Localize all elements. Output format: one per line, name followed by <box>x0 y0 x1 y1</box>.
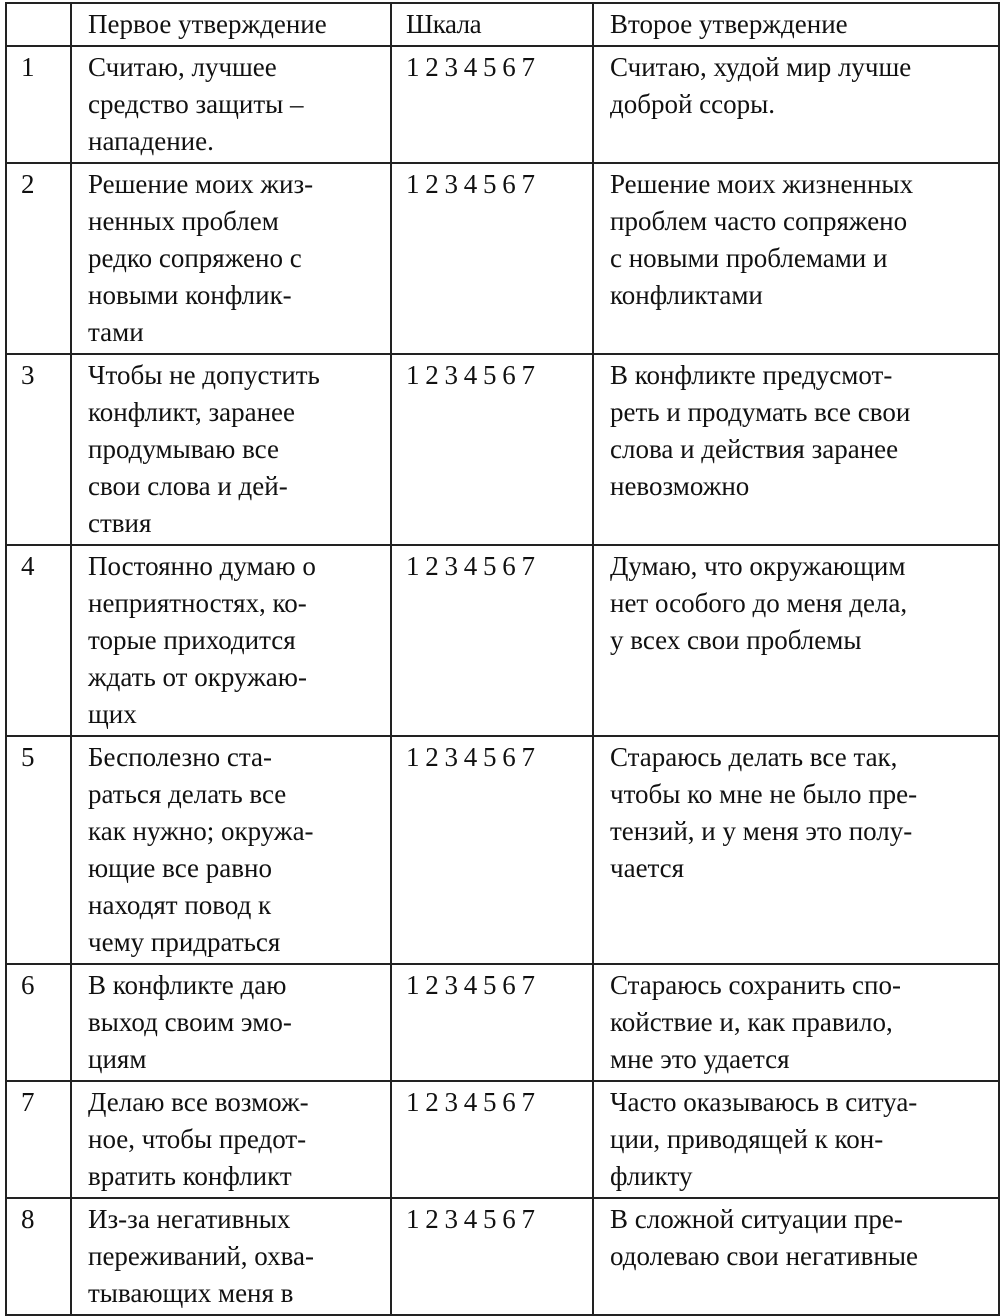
row-num: 4 <box>6 545 71 736</box>
second-statement: В конфликте предусмот- реть и продумать все свои слова и действия заранее невозможно <box>593 354 999 545</box>
table-row <box>6 545 999 736</box>
row-num: 7 <box>6 1081 71 1198</box>
table-row <box>6 354 999 545</box>
scale: 1 2 3 4 5 6 7 <box>391 545 593 736</box>
scale: 1 2 3 4 5 6 7 <box>391 163 593 354</box>
second-statement: Стараюсь делать все так, чтобы ко мне не было пре- тензий, и у меня это полу- чается <box>593 736 999 964</box>
scale: 1 2 3 4 5 6 7 <box>391 354 593 545</box>
header-first-statement: Первое утверждение <box>71 3 391 46</box>
table-row <box>6 163 999 354</box>
scale: 1 2 3 4 5 6 7 <box>391 1081 593 1198</box>
row-num: 6 <box>6 964 71 1081</box>
table-row <box>6 1198 999 1315</box>
first-statement: Из-за негативных переживаний, охва- тывающих меня в <box>71 1198 391 1315</box>
row-num: 5 <box>6 736 71 964</box>
scale: 1 2 3 4 5 6 7 <box>391 1198 593 1315</box>
table-row <box>6 1081 999 1198</box>
first-statement: Постоянно думаю о неприятностях, ко- торые приходится ждать от окружаю- щих <box>71 545 391 736</box>
header-scale: Шкала <box>391 3 593 46</box>
first-statement: В конфликте даю выход своим эмо- циям <box>71 964 391 1081</box>
row-num: 1 <box>6 46 71 163</box>
first-statement: Считаю, лучшее средство защиты – нападение. <box>71 46 391 163</box>
second-statement: Считаю, худой мир лучше доброй ссоры. <box>593 46 999 163</box>
scale: 1 2 3 4 5 6 7 <box>391 46 593 163</box>
second-statement: Думаю, что окружающим нет особого до меня дела, у всех свои проблемы <box>593 545 999 736</box>
table-row <box>6 736 999 964</box>
second-statement: Часто оказываюсь в ситуа- ции, приводящей к кон- фликту <box>593 1081 999 1198</box>
questionnaire-table <box>5 2 1000 1316</box>
first-statement: Бесполезно ста- раться делать все как нужно; окружа- ющие все равно находят повод к чему придраться <box>71 736 391 964</box>
header-second-statement: Второе утверждение <box>593 3 999 46</box>
second-statement: Стараюсь сохранить спо- койствие и, как правило, мне это удается <box>593 964 999 1081</box>
first-statement: Чтобы не допустить конфликт, заранее продумываю все свои слова и дей- ствия <box>71 354 391 545</box>
first-statement: Делаю все возмож- ное, чтобы предот- вратить конфликт <box>71 1081 391 1198</box>
header-num <box>6 3 71 46</box>
row-num: 3 <box>6 354 71 545</box>
second-statement: Решение моих жизненных проблем часто сопряжено с новыми проблемами и конфликтами <box>593 163 999 354</box>
second-statement: В сложной ситуации пре- одолеваю свои негативные <box>593 1198 999 1315</box>
row-num: 8 <box>6 1198 71 1315</box>
row-num: 2 <box>6 163 71 354</box>
table-row <box>6 46 999 163</box>
scale: 1 2 3 4 5 6 7 <box>391 964 593 1081</box>
first-statement: Решение моих жиз- ненных проблем редко сопряжено с новыми конфлик- тами <box>71 163 391 354</box>
table-row <box>6 964 999 1081</box>
scale: 1 2 3 4 5 6 7 <box>391 736 593 964</box>
table-header <box>6 3 999 46</box>
